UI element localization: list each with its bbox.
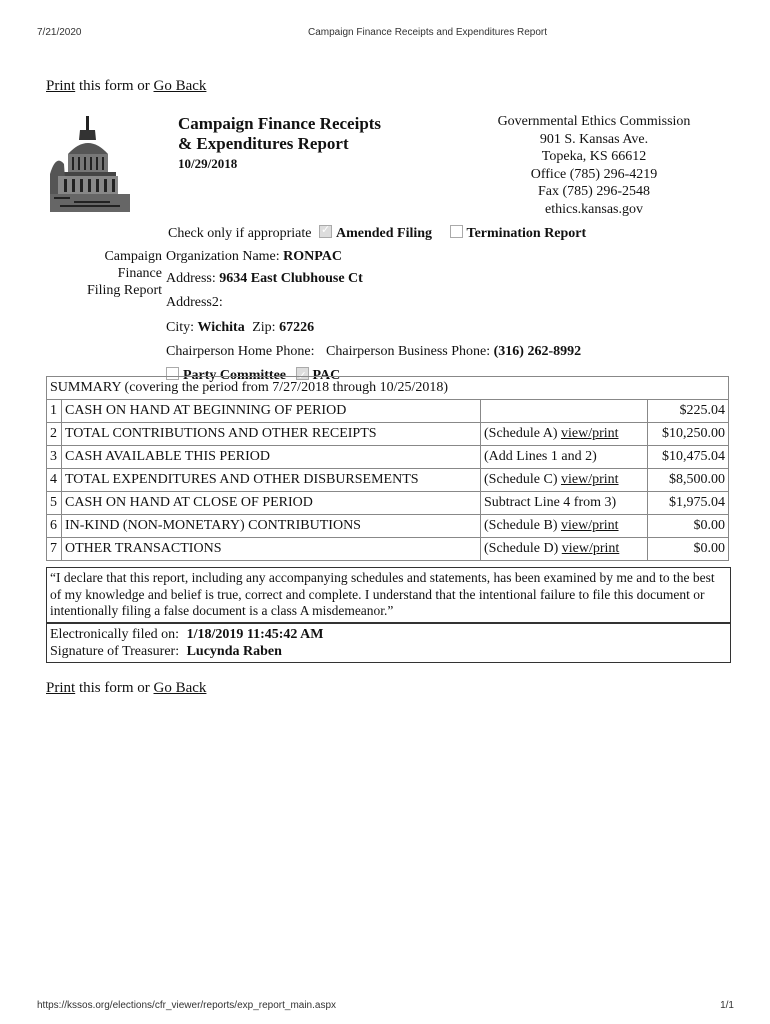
org-phone-line [166,341,581,363]
org-address2-label: Address2: [166,295,223,310]
summary-row [47,469,729,492]
row-schedule [481,469,648,492]
termination-label: Termination Report [466,226,587,241]
org-city-value: Wichita [197,320,245,335]
org-zip-value: 67226 [279,320,315,335]
row-amount: $10,475.04 [648,446,729,469]
report-title-line1: Campaign Finance Receipts [178,114,382,133]
org-name-value: RONPAC [283,249,342,264]
print-link[interactable]: Print [46,78,76,94]
print-url: https://kssos.org/elections/cfr_viewer/reports/exp_report_main.aspx [37,1000,337,1011]
report-title [178,114,381,174]
row-label: IN-KIND (NON-MONETARY) CONTRIBUTIONS [62,515,481,538]
top-nav [46,78,206,95]
view-print-link[interactable]: view/print [560,518,619,533]
row-amount: $225.04 [648,400,729,423]
commission-website: ethics.kansas.gov [545,201,643,217]
filed-value: 1/18/2019 11:45:42 AM [186,627,324,642]
view-print-link[interactable]: view/print [560,472,619,487]
schedule-text: (Schedule D) [484,541,562,556]
signature-value: Lucynda Raben [186,644,282,659]
amended-checkbox[interactable] [319,225,332,238]
row-label: CASH AVAILABLE THIS PERIOD [62,446,481,469]
row-amount: $1,975.04 [648,492,729,515]
summary-row [47,492,729,515]
schedule-text: (Schedule A) [484,426,561,441]
side-label-finance: Finance [117,266,162,281]
declaration-box: “I declare that this report, including any accompanying schedules and statements, has been examined by me and to the best of my knowledge and belief is true, correct and complete. I understand that the intentional failure to file this document or intentionally filing a false document is a class A misdemeanor.” [46,567,731,623]
row-label: TOTAL CONTRIBUTIONS AND OTHER RECEIPTS [62,423,481,446]
commission-address: 901 S. Kansas Ave. [539,131,649,147]
commission-fax: Fax (785) 296-2548 [538,184,650,199]
row-amount: $0.00 [648,538,729,561]
commission-info [479,113,709,218]
view-print-link[interactable]: view/print [560,426,619,441]
org-address-line [166,268,581,290]
summary-header-row [47,377,729,400]
summary-row [47,538,729,561]
row-number: 6 [47,515,62,538]
pac-label: PAC [312,368,341,383]
org-zip-label: Zip: [252,320,276,335]
view-print-link[interactable]: view/print [561,541,620,556]
org-name-label: Organization Name: [166,249,280,264]
nav-text-bottom: this form or [75,680,154,696]
row-amount: $8,500.00 [648,469,729,492]
schedule-text: (Add Lines 1 and 2) [484,449,597,464]
side-label [86,248,162,299]
business-phone-value: (316) 262-8992 [493,344,582,359]
side-label-filing: Filing Report [86,283,162,298]
bottom-nav [46,680,206,697]
report-date: 10/29/2018 [178,156,238,171]
row-number: 1 [47,400,62,423]
summary-section [46,376,729,561]
schedule-text: Subtract Line 4 from 3) [484,495,617,510]
check-label: Check only if appropriate [168,226,312,241]
row-number: 5 [47,492,62,515]
print-title: Campaign Finance Receipts and Expenditures Report [308,27,548,38]
capitol-logo [50,114,130,214]
row-schedule [481,492,648,515]
row-schedule [481,446,648,469]
go-back-link[interactable]: Go Back [153,78,207,94]
row-schedule [481,538,648,561]
organization-details [166,246,581,387]
summary-table [46,376,729,561]
summary-row [47,515,729,538]
termination-checkbox[interactable] [450,225,463,238]
filed-line [50,626,727,643]
signature-line [50,643,727,660]
go-back-link-bottom[interactable]: Go Back [153,680,207,696]
commission-office-phone: Office (785) 296-4219 [530,166,658,182]
row-amount: $0.00 [648,515,729,538]
schedule-text: (Schedule B) [484,518,561,533]
row-number: 4 [47,469,62,492]
org-address-label: Address: [166,271,216,286]
org-address2-line [166,292,581,314]
org-name-line [166,246,581,268]
schedule-text: (Schedule C) [484,472,561,487]
row-schedule [481,423,648,446]
print-link-bottom[interactable]: Print [46,680,76,696]
filing-type-row [168,225,586,242]
signature-label: Signature of Treasurer: [50,644,180,659]
business-phone-label: Chairperson Business Phone: [326,344,491,359]
row-number: 7 [47,538,62,561]
filed-label: Electronically filed on: [50,627,180,642]
summary-row [47,423,729,446]
row-schedule [481,515,648,538]
amended-label: Amended Filing [335,226,433,241]
summary-header: SUMMARY (covering the period from 7/27/2018 through 10/25/2018) [47,377,729,400]
nav-text: this form or [75,78,154,94]
home-phone-label: Chairperson Home Phone: [166,344,315,359]
party-committee-label: Party Committee [183,368,287,383]
commission-name: Governmental Ethics Commission [497,114,691,129]
row-label: TOTAL EXPENDITURES AND OTHER DISBURSEMENTS [62,469,481,492]
org-city-label: City: [166,320,195,335]
commission-city: Topeka, KS 66612 [541,149,647,164]
row-label: CASH ON HAND AT CLOSE OF PERIOD [62,492,481,515]
report-title-line2: & Expenditures Report [178,134,349,153]
summary-row [47,446,729,469]
row-schedule [481,400,648,423]
filing-info-box [46,623,731,663]
row-number: 3 [47,446,62,469]
row-number: 2 [47,423,62,446]
side-label-campaign: Campaign [104,249,162,264]
org-city-line [166,317,581,339]
summary-row [47,400,729,423]
print-page-number: 1/1 [720,1000,734,1011]
row-label: CASH ON HAND AT BEGINNING OF PERIOD [62,400,481,423]
print-date: 7/21/2020 [37,27,82,38]
row-amount: $10,250.00 [648,423,729,446]
row-label: OTHER TRANSACTIONS [62,538,481,561]
org-address-value: 9634 East Clubhouse Ct [219,271,363,286]
